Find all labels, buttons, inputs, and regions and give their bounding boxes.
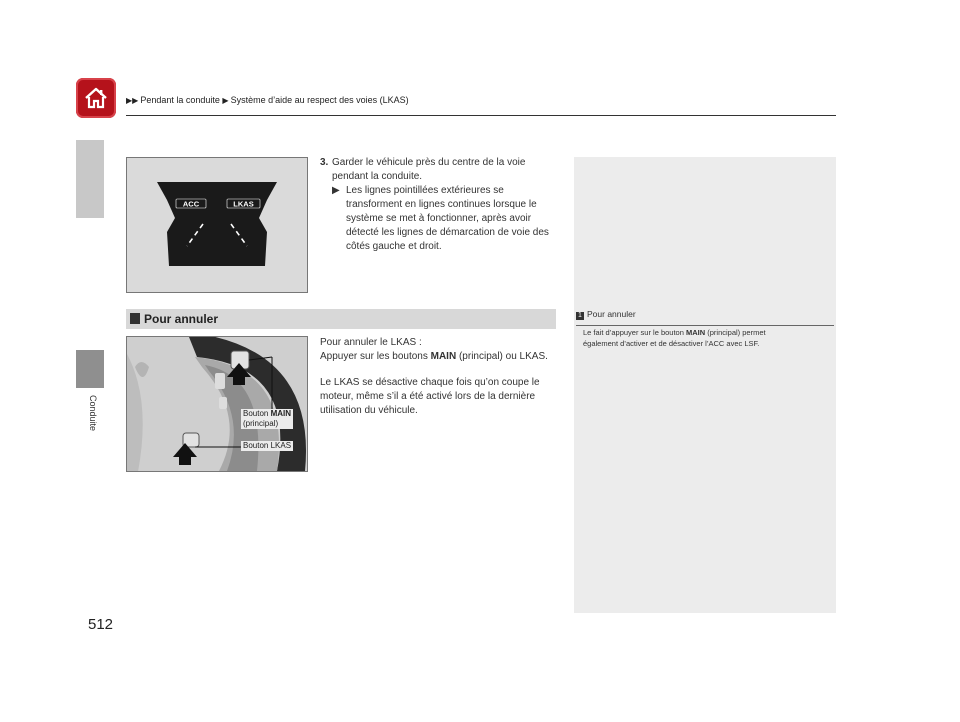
step-number: 3. — [320, 157, 329, 168]
note-line: également d’activer et de désactiver l’ACC avec LSF. — [583, 339, 760, 348]
side-tab-active[interactable] — [76, 350, 104, 388]
lkas-display-figure — [126, 157, 308, 293]
step-text-line: Garder le véhicule près du centre de la voie — [332, 157, 526, 168]
lkas-display-illustration — [127, 158, 307, 292]
header-divider — [126, 115, 836, 116]
page-number: 512 — [88, 616, 114, 633]
breadcrumb-item-driving[interactable]: Pendant la conduite — [140, 95, 220, 105]
paragraph: Pour annuler le LKAS : Appuyer sur les boutons MAIN (principal) ou LKAS. — [320, 337, 548, 362]
note-line: Le fait d’appuyer sur le bouton MAIN (principal) permet — [583, 328, 766, 337]
result-text-line: transforment en lignes continues lorsque le — [346, 199, 537, 210]
result-text-line: détecté les lignes de démarcation de voie des — [346, 227, 549, 238]
lkas-label: LKAS — [233, 199, 254, 209]
body-line: moteur, même s’il a été activé lors de la dernière — [320, 391, 536, 402]
body-line: utilisation du véhicule. — [320, 405, 418, 416]
cancel-instructions — [320, 336, 560, 430]
section-header — [126, 309, 556, 329]
main-button-callout: Bouton MAIN (principal) — [243, 409, 292, 428]
note-reference-icon: 1 — [576, 312, 584, 320]
result-text-line: côtés gauche et droit. — [346, 241, 442, 252]
result-arrow-icon: ▶ — [332, 185, 340, 196]
breadcrumb-item-lkas[interactable]: Système d’aide au respect des voies (LKAS) — [230, 95, 409, 105]
body-line: Pour annuler le LKAS : — [320, 337, 422, 348]
lkas-button-callout: Bouton LKAS — [243, 441, 292, 450]
note-title[interactable]: Pour annuler — [587, 309, 636, 319]
home-button[interactable] — [76, 78, 116, 118]
section-title: Pour annuler — [144, 312, 219, 326]
result-text-line: Les lignes pointillées extérieures se — [346, 185, 504, 196]
step-3 — [320, 156, 560, 254]
step-text-line: pendant la conduite. — [332, 171, 423, 182]
note-header — [576, 309, 834, 326]
home-icon — [82, 84, 110, 112]
side-tab-label: Conduite — [88, 395, 98, 432]
breadcrumb — [126, 95, 409, 105]
side-tab-upper — [76, 140, 104, 218]
notes-panel — [574, 157, 836, 613]
chevron-right-icon: ▶▶ — [126, 96, 139, 105]
step-result — [332, 184, 560, 254]
step-text — [332, 156, 560, 184]
steering-wheel-figure — [126, 336, 308, 472]
paragraph — [320, 376, 560, 418]
note-body — [583, 327, 828, 349]
result-text-line: système se met à fonctionner, après avoir — [346, 213, 532, 224]
acc-label: ACC — [182, 199, 200, 209]
section-square-icon — [130, 313, 140, 324]
chevron-right-icon: ▶ — [222, 96, 229, 105]
body-line: Le LKAS se désactive chaque fois qu’on coupe le — [320, 377, 540, 388]
